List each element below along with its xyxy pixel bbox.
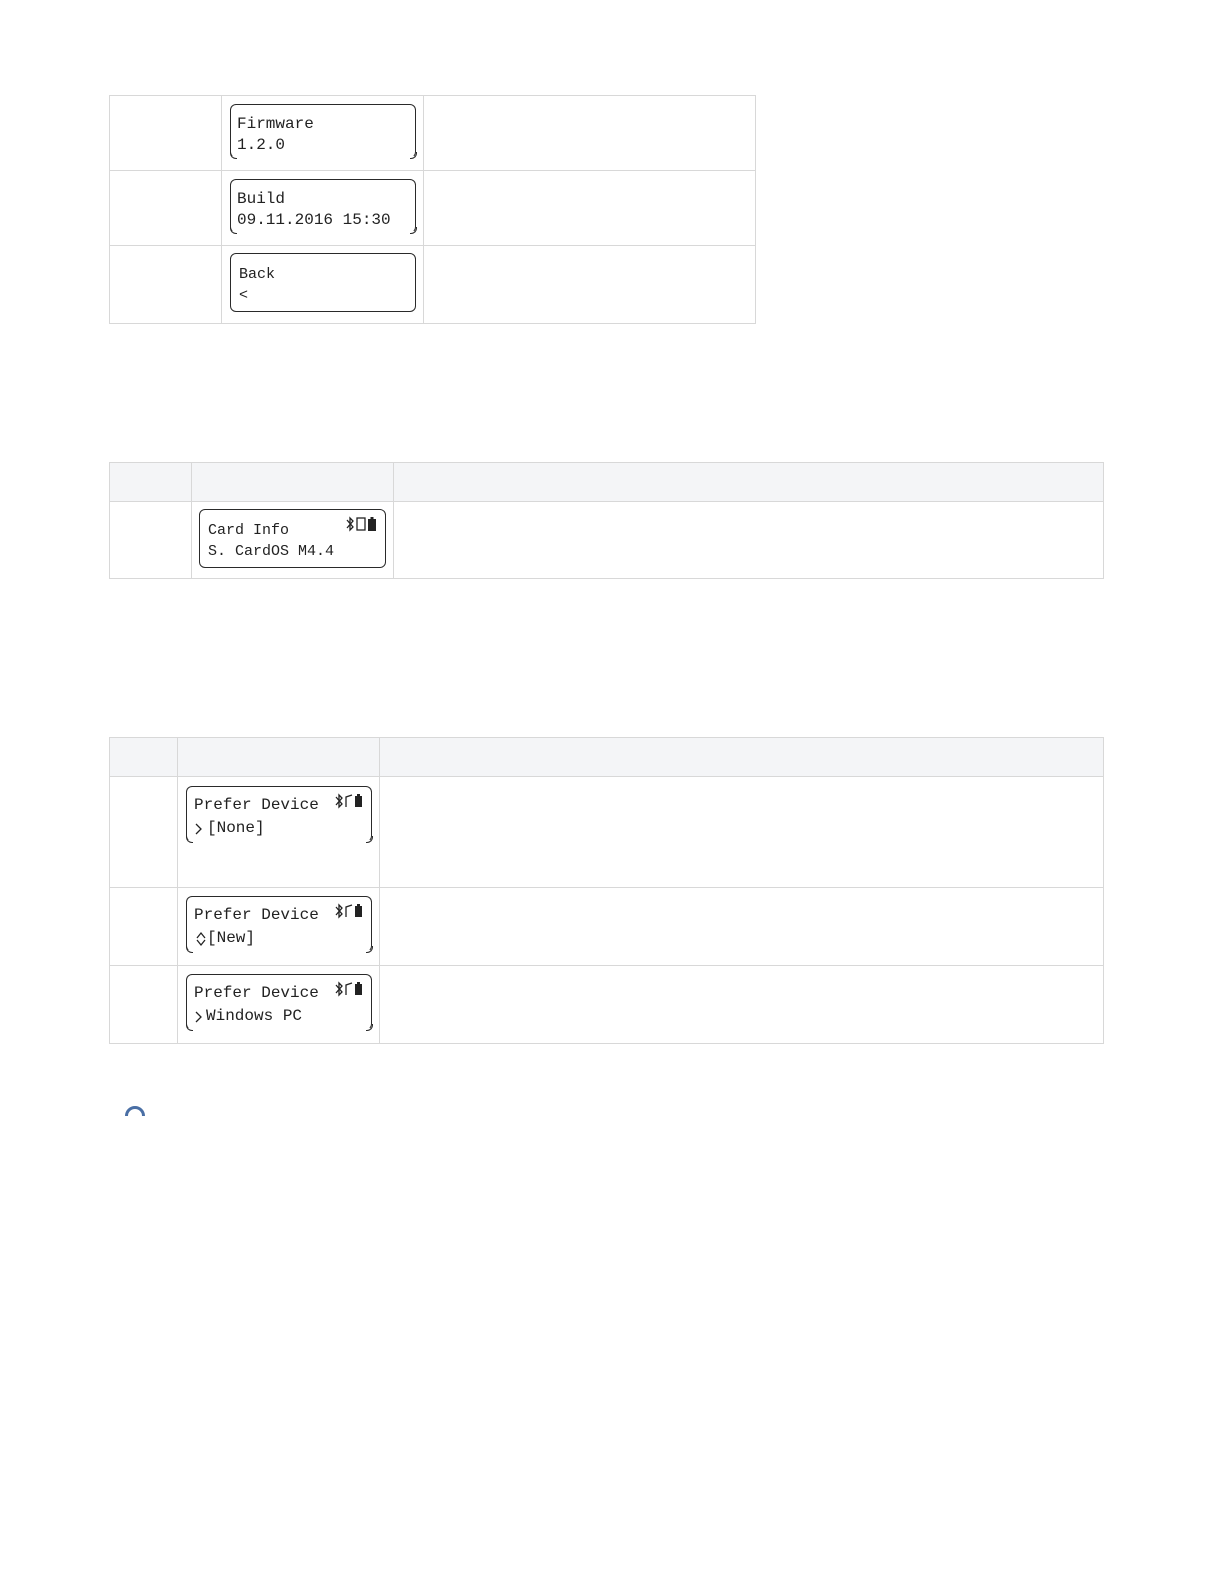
description-cell xyxy=(394,502,1104,579)
description-cell xyxy=(380,888,1104,966)
lcd-line-1: Back xyxy=(239,266,276,283)
battery-icon xyxy=(354,793,363,809)
chevron-right-icon xyxy=(195,1011,203,1023)
lcd-line-2: 09.11.2016 15:30 xyxy=(237,211,391,229)
table-row xyxy=(110,246,756,324)
lcd-line-1: Firmware xyxy=(237,115,314,133)
table-row xyxy=(110,777,1104,888)
lcd-line-2: < xyxy=(239,287,249,304)
lcd-line-2: [New] xyxy=(207,929,256,947)
column-header xyxy=(394,463,1104,502)
card-info-table xyxy=(109,462,1104,579)
step-cell xyxy=(110,96,222,171)
table-row xyxy=(110,96,756,171)
lcd-line-1: Prefer Device xyxy=(194,796,319,814)
bluetooth-icon xyxy=(335,903,344,919)
step-cell xyxy=(110,246,222,324)
lcd-line-1: Build xyxy=(237,190,286,208)
lcd-line-2: Windows PC xyxy=(206,1007,303,1025)
description-cell xyxy=(424,171,756,246)
step-cell xyxy=(110,966,178,1044)
info-icon xyxy=(121,1106,149,1116)
lcd-line-1: Card Info xyxy=(208,522,290,539)
column-header xyxy=(178,738,380,777)
firmware-menu-table xyxy=(109,95,756,324)
step-cell xyxy=(110,777,178,888)
lcd-display xyxy=(186,896,372,952)
display-cell xyxy=(222,246,424,324)
column-header xyxy=(110,738,178,777)
column-header xyxy=(380,738,1104,777)
status-icons xyxy=(335,793,363,809)
chevron-right-icon xyxy=(195,823,203,835)
lcd-line-2: [None] xyxy=(207,819,265,837)
table-row xyxy=(110,502,1104,579)
bluetooth-icon xyxy=(335,793,344,809)
display-cell xyxy=(178,777,380,888)
status-icons xyxy=(346,516,377,532)
lcd-display xyxy=(199,509,386,568)
step-cell xyxy=(110,502,192,579)
card-icon xyxy=(356,516,366,532)
status-icons xyxy=(335,903,363,919)
battery-icon xyxy=(367,516,377,532)
display-cell xyxy=(222,96,424,171)
lcd-display xyxy=(230,253,416,312)
table-header-row xyxy=(110,463,1104,502)
lcd-display xyxy=(230,104,416,158)
status-icons xyxy=(335,981,363,997)
lcd-line-1: Prefer Device xyxy=(194,906,319,924)
up-down-icon xyxy=(195,931,207,947)
table-row xyxy=(110,966,1104,1044)
battery-icon xyxy=(354,981,363,997)
prefer-device-table xyxy=(109,737,1104,1044)
table-row xyxy=(110,171,756,246)
signal-icon xyxy=(345,903,353,919)
description-cell xyxy=(424,96,756,171)
lcd-display xyxy=(186,974,372,1030)
lcd-line-2: 1.2.0 xyxy=(237,136,286,154)
signal-icon xyxy=(345,793,353,809)
battery-icon xyxy=(354,903,363,919)
display-cell xyxy=(222,171,424,246)
description-cell xyxy=(424,246,756,324)
column-header xyxy=(192,463,394,502)
display-cell xyxy=(192,502,394,579)
table-header-row xyxy=(110,738,1104,777)
display-cell xyxy=(178,966,380,1044)
bluetooth-icon xyxy=(335,981,344,997)
display-cell xyxy=(178,888,380,966)
step-cell xyxy=(110,888,178,966)
column-header xyxy=(110,463,192,502)
lcd-display xyxy=(186,786,372,842)
table-row xyxy=(110,888,1104,966)
lcd-line-2: S. CardOS M4.4 xyxy=(208,543,335,560)
description-cell xyxy=(380,966,1104,1044)
lcd-display xyxy=(230,179,416,233)
step-cell xyxy=(110,171,222,246)
lcd-line-1: Prefer Device xyxy=(194,984,319,1002)
description-cell xyxy=(380,777,1104,888)
signal-icon xyxy=(345,981,353,997)
bluetooth-icon xyxy=(346,516,355,532)
